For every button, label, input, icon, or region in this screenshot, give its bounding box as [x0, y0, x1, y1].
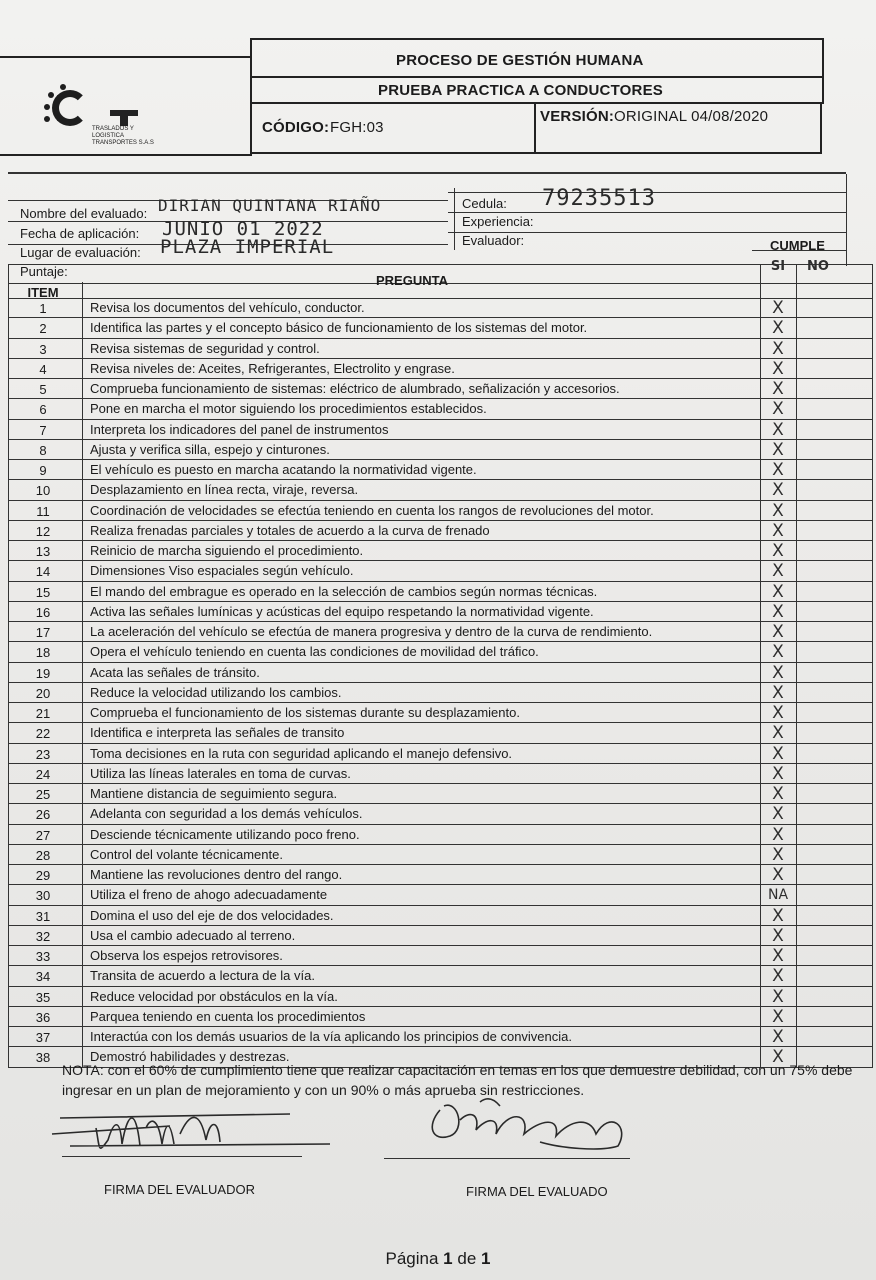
item-question: Realiza frenadas parciales y totales de acuerdo a la curva de frenado [90, 522, 490, 538]
evaluator-signature-line [62, 1156, 302, 1157]
item-si-mark: X [772, 743, 784, 764]
item-question: Control del volante técnicamente. [90, 846, 283, 862]
table-row [8, 622, 872, 642]
item-question: Desplazamiento en línea recta, viraje, reversa. [90, 482, 359, 498]
date-label: Fecha de aplicación: [20, 226, 140, 241]
table-row [8, 379, 872, 399]
item-si-mark: X [772, 1027, 784, 1047]
item-question: El vehículo es puesto en marcha acatando la normatividad vigente. [90, 462, 477, 477]
header-version-cell [530, 102, 822, 154]
item-si-mark: X [772, 986, 784, 1007]
item-number: 20 [35, 685, 51, 701]
item-si-mark: X [772, 642, 784, 663]
code-label: CÓDIGO: [262, 119, 330, 136]
item-question: Interpreta los indicadores del panel de instrumentos [90, 421, 389, 437]
item-question: Acata las señales de tránsito. [90, 664, 260, 680]
item-number: 38 [35, 1050, 51, 1066]
item-number: 13 [35, 544, 51, 559]
info-divider [846, 174, 847, 266]
place-label: Lugar de evaluación: [20, 245, 141, 260]
item-question: Revisa los documentos del vehículo, conductor. [90, 300, 365, 315]
table-row [8, 318, 872, 338]
logo-cell [0, 56, 252, 156]
item-si-mark: X [772, 925, 784, 946]
place-value: PLAZA IMPERIAL [160, 236, 335, 258]
info-divider [448, 212, 846, 213]
item-number: 22 [35, 726, 51, 742]
item-si-mark: X [772, 399, 784, 420]
item-si-mark: X [772, 905, 784, 926]
note-text: NOTA: con el 60% de cumplimiento tiene que realizar capacitación en temas en los que demuestre debilidad, con un 75% debe ingresar en un plan de mejoramiento y con un 90% o más aprueba sin restricciones. [62, 1062, 853, 1098]
evaluator-label: Evaluador: [462, 233, 525, 248]
table-row [8, 541, 872, 561]
item-question: Adelanta con seguridad a los demás vehículos. [90, 806, 363, 822]
logo-dot [60, 84, 66, 90]
table-row [8, 764, 872, 784]
table-row [8, 784, 872, 804]
table-row [8, 561, 872, 581]
item-si-mark: X [772, 723, 784, 744]
table-row [8, 845, 872, 865]
table-row [8, 865, 872, 885]
table-row [8, 298, 872, 318]
item-number: 16 [35, 604, 51, 620]
item-number: 21 [35, 706, 51, 721]
item-si-mark: X [772, 561, 784, 582]
table-row [8, 744, 872, 764]
item-col-left [8, 264, 9, 1068]
item-question: Demostró habilidades y destrezas. [90, 1049, 290, 1065]
item-question: Interactúa con los demás usuarios de la vía aplicando los principios de convivencia. [90, 1029, 572, 1044]
item-si-mark: X [772, 500, 784, 521]
item-si-mark: X [772, 622, 784, 642]
table-row [8, 885, 872, 905]
code-value: FGH:03 [330, 119, 384, 136]
item-si-mark: X [772, 662, 784, 683]
item-question: Ajusta y verifica silla, espejo y cinturones. [90, 441, 330, 457]
table-row [8, 460, 872, 480]
page-current: 1 [443, 1249, 453, 1268]
table-row [8, 987, 872, 1007]
item-question: Comprueba el funcionamiento de los sistemas durante su desplazamiento. [90, 705, 520, 720]
item-col-divider [82, 282, 83, 1068]
score-label: Puntaje: [20, 264, 68, 279]
item-si-mark: X [772, 480, 784, 501]
item-si-mark: X [772, 1006, 784, 1027]
item-si-mark: X [772, 358, 784, 379]
item-si-mark: X [772, 703, 784, 723]
item-question: Activa las señales lumínicas y acústicas del equipo respetando la normatividad vigente. [90, 603, 594, 619]
item-question: Dimensiones Viso espaciales según vehículo. [90, 563, 354, 579]
item-si-mark: X [772, 682, 784, 703]
item-number: 12 [35, 523, 51, 539]
item-si-mark: X [772, 460, 784, 480]
item-number: 27 [35, 827, 51, 843]
name-label: Nombre del evaluado: [20, 206, 148, 221]
page-number [0, 1249, 876, 1269]
page-total: 1 [481, 1249, 491, 1268]
id-label: Cedula: [462, 196, 507, 211]
item-number: 35 [35, 989, 51, 1005]
version-value: ORIGINAL 04/08/2020 [614, 108, 769, 125]
table-row [8, 1007, 872, 1027]
item-si-mark: X [772, 865, 784, 885]
table-right-edge [872, 264, 873, 1068]
item-si-mark: X [772, 824, 784, 845]
item-question: Desciende técnicamente utilizando poco freno. [90, 826, 360, 842]
item-question: Reduce la velocidad utilizando los cambios. [90, 684, 342, 700]
item-question: Toma decisiones en la ruta con seguridad aplicando el manejo defensivo. [90, 745, 513, 761]
item-question: Domina el uso del eje de dos velocidades. [90, 907, 334, 923]
item-si-mark: X [772, 338, 784, 359]
item-question: Revisa niveles de: Aceites, Refrigerantes, Electrolito y engrase. [90, 360, 455, 376]
no-col-left [796, 264, 797, 1068]
id-value: 79235513 [542, 186, 656, 211]
question-header: PREGUNTA [376, 273, 448, 288]
table-row [8, 339, 872, 359]
company-logo-icon [52, 90, 88, 126]
item-number: 17 [35, 625, 51, 640]
item-number: 3 [39, 341, 47, 357]
table-row [8, 825, 872, 845]
evaluator-signature-label: FIRMA DEL EVALUADOR [104, 1182, 255, 1197]
item-si-mark: X [772, 804, 784, 825]
item-question: Identifica las partes y el concepto básico de funcionamiento de los sistemas del motor. [90, 320, 588, 336]
item-number: 14 [35, 564, 51, 580]
item-number: 31 [35, 908, 51, 924]
item-number: 32 [35, 928, 51, 944]
logo-text: TRASLADOS Y LOGISTICA TRANSPORTES S.A.S [92, 126, 154, 146]
table-row [8, 663, 872, 683]
item-question: Coordinación de velocidades se efectúa teniendo en cuenta los rangos de revoluciones del motor. [90, 502, 654, 518]
item-question: Identifica e interpreta las señales de transito [90, 725, 345, 741]
item-question: Usa el cambio adecuado al terreno. [90, 927, 296, 943]
logo-dot [44, 116, 50, 122]
table-row [8, 642, 872, 662]
item-si-mark: X [772, 318, 784, 339]
item-question: Revisa sistemas de seguridad y control. [90, 340, 320, 356]
item-number: 28 [35, 847, 51, 863]
item-question: Parquea teniendo en cuenta los procedimientos [90, 1008, 366, 1024]
item-question: Utiliza el freno de ahogo adecuadamente [90, 887, 328, 903]
name-value: DIRIAN QUINTANA RIAÑO [158, 196, 382, 215]
item-number: 6 [39, 402, 47, 418]
item-question: Mantiene las revoluciones dentro del rango. [90, 867, 343, 882]
page-sep: de [457, 1249, 477, 1268]
si-col-left [760, 264, 761, 1068]
evaluator-signature [50, 1100, 340, 1160]
item-si-mark: X [772, 966, 784, 987]
header-row-process [250, 38, 824, 78]
table-row [8, 966, 872, 986]
table-row [8, 804, 872, 824]
header-code-cell [250, 102, 536, 154]
process-title: PROCESO DE GESTIÓN HUMANA [396, 52, 644, 69]
item-number: 4 [39, 361, 47, 377]
item-si-mark: X [772, 298, 784, 318]
item-si-mark: X [772, 784, 784, 804]
no-header: NO [807, 259, 829, 274]
item-si-mark: X [772, 541, 784, 561]
item-number: 5 [39, 382, 47, 397]
item-number: 7 [39, 422, 47, 438]
item-si-mark: X [772, 601, 784, 622]
table-row [8, 501, 872, 521]
table-row [8, 1027, 872, 1047]
item-number: 1 [39, 301, 47, 316]
table-row [8, 399, 872, 419]
item-question: La aceleración del vehículo se efectúa de manera progresiva y dentro de la curva de rendimiento. [90, 624, 653, 639]
item-si-mark: X [772, 379, 784, 399]
table-row [8, 582, 872, 602]
evaluee-signature-label: FIRMA DEL EVALUADO [466, 1184, 608, 1199]
item-number: 9 [39, 463, 47, 478]
table-row [8, 906, 872, 926]
item-si-mark: X [772, 520, 784, 541]
table-row [8, 723, 872, 743]
item-number: 8 [39, 442, 47, 458]
logo-t-stem [120, 110, 128, 126]
evaluee-signature [420, 1090, 640, 1160]
item-number: 18 [35, 645, 51, 661]
table-row [8, 480, 872, 500]
item-question: Reinicio de marcha siguiendo el procedimiento. [90, 543, 364, 558]
item-question: Comprueba funcionamiento de sistemas: eléctrico de alumbrado, señalización y accesorios. [90, 381, 620, 396]
header-row-test [250, 76, 824, 104]
item-number: 26 [35, 807, 51, 823]
item-number: 10 [35, 483, 51, 499]
table-header-row [8, 259, 872, 300]
item-question: Observa los espejos retrovisores. [90, 948, 283, 963]
item-number: 34 [35, 969, 51, 985]
item-number: 37 [35, 1030, 51, 1045]
table-row [8, 602, 872, 622]
item-number: 15 [35, 584, 51, 600]
version-label: VERSIÓN: [540, 108, 615, 125]
logo-dot [44, 104, 50, 110]
info-divider [454, 188, 455, 250]
evaluee-signature-line [384, 1158, 630, 1159]
item-si-mark: X [772, 439, 784, 460]
item-question: Pone en marcha el motor siguiendo los procedimientos establecidos. [90, 401, 487, 417]
item-si-mark: X [772, 844, 784, 865]
table-row [8, 359, 872, 379]
table-row [8, 683, 872, 703]
item-si-mark: X [772, 581, 784, 602]
logo-dot [48, 92, 54, 98]
item-number: 30 [35, 888, 51, 904]
table-row [8, 946, 872, 966]
item-question: El mando del embrague es operado en la selección de cambios según normas técnicas. [90, 583, 598, 599]
item-number: 19 [35, 665, 51, 681]
item-question: Transita de acuerdo a lectura de la vía. [90, 968, 315, 984]
cumple-header: CUMPLE [770, 238, 825, 253]
item-si-mark: X [772, 1047, 784, 1068]
table-row [8, 440, 872, 460]
item-header: ITEM [27, 285, 59, 300]
item-question: Mantiene distancia de seguimiento segura. [90, 786, 338, 801]
page-prefix: Página [385, 1249, 439, 1268]
table-row [8, 521, 872, 541]
item-question: Reduce velocidad por obstáculos en la vía. [90, 988, 338, 1004]
item-question: Opera el vehículo teniendo en cuenta las condiciones de movilidad del tráfico. [90, 644, 539, 660]
item-si-mark: X [772, 763, 784, 784]
table-row [8, 926, 872, 946]
item-number: 23 [35, 746, 51, 762]
table-row [8, 703, 872, 723]
item-number: 2 [39, 321, 47, 337]
item-number: 33 [35, 949, 51, 964]
document-header [0, 38, 822, 154]
test-title: PRUEBA PRACTICA A CONDUCTORES [378, 82, 663, 99]
item-number: 29 [35, 868, 51, 883]
item-number: 24 [35, 766, 51, 782]
item-si-mark: X [772, 946, 784, 966]
item-number: 11 [36, 503, 50, 519]
item-si-mark: X [772, 419, 784, 440]
item-si-mark: NA [767, 887, 789, 904]
item-number: 36 [35, 1009, 51, 1025]
item-question: Utiliza las líneas laterales en toma de curvas. [90, 765, 351, 781]
table-row [8, 420, 872, 440]
experience-label: Experiencia: [462, 214, 534, 229]
table-subheader-row [8, 282, 872, 299]
date-value: JUNIO 01 2022 [162, 218, 324, 240]
item-number: 25 [35, 787, 51, 802]
si-header: SI [770, 259, 786, 274]
